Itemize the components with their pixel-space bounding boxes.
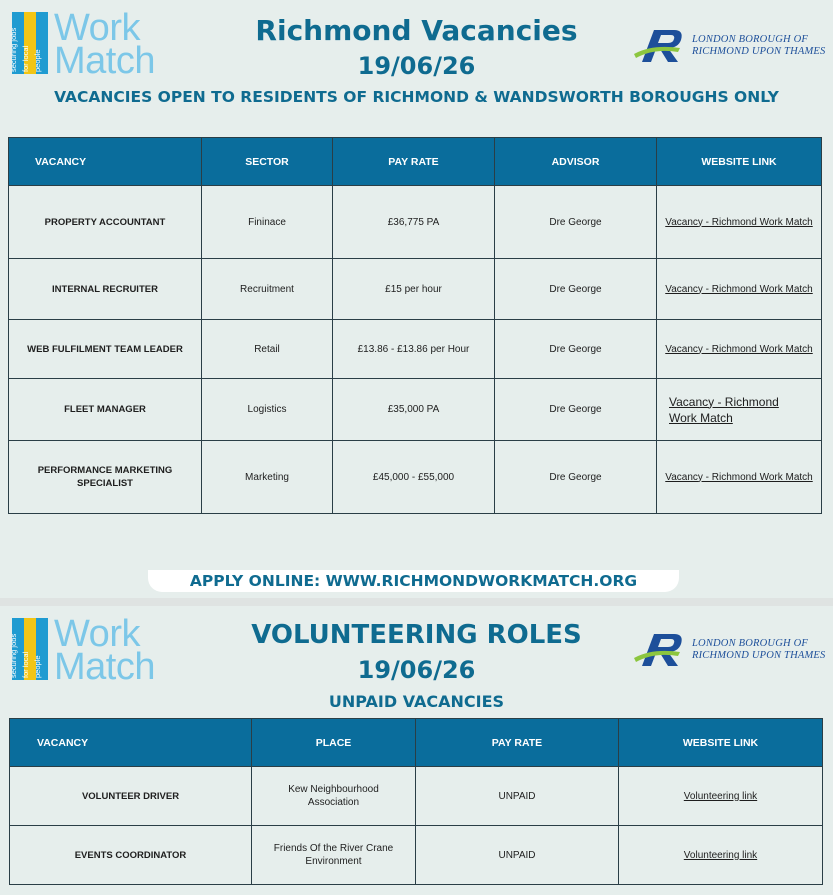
- volunteering-link[interactable]: Volunteering link: [683, 849, 758, 861]
- section-date: 19/06/26: [357, 656, 476, 684]
- sector-cell: Marketing: [202, 441, 333, 514]
- pay-rate-cell: £45,000 - £55,000: [333, 441, 495, 514]
- column-header-pay-rate: PAY RATE: [416, 719, 619, 767]
- column-header-website-link: WEBSITE LINK: [619, 719, 823, 767]
- section-subtitle: UNPAID VACANCIES: [328, 692, 505, 711]
- panel-divider: [0, 598, 833, 606]
- pay-rate-cell: £15 per hour: [333, 259, 495, 320]
- sector-cell: Recruitment: [202, 259, 333, 320]
- column-header-website-link: WEBSITE LINK: [657, 138, 822, 186]
- logo-bar-text: securing jobs: [9, 27, 18, 72]
- sector-cell: Fininace: [202, 186, 333, 259]
- logo-bar-text: for local: [21, 45, 30, 72]
- website-link-cell: [657, 320, 822, 379]
- website-link-cell: [657, 259, 822, 320]
- vacancy-link[interactable]: Vacancy - Richmond Work Match: [665, 283, 813, 295]
- vacancy-cell: VOLUNTEER DRIVER: [10, 767, 252, 826]
- apply-online-banner[interactable]: APPLY ONLINE: WWW.RICHMONDWORKMATCH.ORG: [148, 570, 679, 592]
- workmatch-word1: Work: [54, 613, 140, 655]
- advisor-cell: Dre George: [495, 186, 657, 259]
- logo-bar-text: for local: [21, 651, 30, 678]
- page-title: Richmond Vacancies: [255, 14, 578, 47]
- vacancy-link[interactable]: Vacancy - Richmond Work Match: [665, 471, 813, 483]
- table-row: [9, 441, 822, 514]
- advisor-cell: Dre George: [495, 320, 657, 379]
- volunteering-link[interactable]: Volunteering link: [683, 790, 758, 802]
- vacancy-cell: PROPERTY ACCOUNTANT: [9, 186, 202, 259]
- table-row: [9, 379, 822, 441]
- website-link-cell: [619, 826, 823, 885]
- column-header-vacancy: VACANCY: [10, 719, 252, 767]
- vacancy-cell: FLEET MANAGER: [9, 379, 202, 441]
- website-link-cell: [657, 186, 822, 259]
- volunteering-panel: [0, 606, 833, 895]
- advisor-cell: Dre George: [495, 441, 657, 514]
- column-header-place: PLACE: [252, 719, 416, 767]
- pay-rate-cell: UNPAID: [416, 767, 619, 826]
- vacancies-table: [8, 137, 822, 514]
- website-link-cell: [619, 767, 823, 826]
- borough-name: [692, 34, 826, 58]
- workmatch-word1: Work: [54, 7, 140, 49]
- vacancy-cell: EVENTS COORDINATOR: [10, 826, 252, 885]
- workmatch-word2: Match: [54, 646, 155, 688]
- pay-rate-cell: UNPAID: [416, 826, 619, 885]
- table-row: [9, 320, 822, 379]
- logo-bar-text: securing jobs: [9, 633, 18, 678]
- vacancy-link[interactable]: Vacancy - Richmond Work Match: [665, 343, 813, 355]
- borough-line1: LONDON BOROUGH OF: [692, 34, 808, 45]
- richmond-r-icon: [632, 630, 688, 670]
- table-row: [10, 767, 823, 826]
- place-cell: Kew Neighbourhood Association: [252, 767, 416, 826]
- borough-line1: LONDON BOROUGH OF: [692, 638, 808, 649]
- workmatch-word2: Match: [54, 40, 155, 82]
- website-link-cell: [657, 441, 822, 514]
- table-row: [9, 259, 822, 320]
- column-header-pay-rate: PAY RATE: [333, 138, 495, 186]
- column-header-sector: SECTOR: [202, 138, 333, 186]
- table-header-row: [9, 138, 822, 186]
- borough-logo: [632, 26, 826, 66]
- column-header-advisor: ADVISOR: [495, 138, 657, 186]
- logo-bar-text: people: [33, 655, 42, 678]
- volunteering-table: [9, 718, 823, 885]
- pay-rate-cell: £36,775 PA: [333, 186, 495, 259]
- advisor-cell: Dre George: [495, 259, 657, 320]
- vacancy-cell: PERFORMANCE MARKETING SPECIALIST: [9, 441, 202, 514]
- richmond-r-icon: [632, 26, 688, 66]
- borough-line2: RICHMOND UPON THAMES: [692, 650, 826, 661]
- sector-cell: Logistics: [202, 379, 333, 441]
- borough-line2: RICHMOND UPON THAMES: [692, 46, 826, 57]
- table-row: [9, 186, 822, 259]
- vacancy-link[interactable]: Vacancy - Richmond Work Match: [665, 216, 813, 228]
- borough-name: [692, 638, 826, 662]
- vacancy-cell: WEB FULFILMENT TEAM LEADER: [9, 320, 202, 379]
- logo-bar-text: people: [33, 49, 42, 72]
- vacancy-link[interactable]: Vacancy - Richmond Work Match: [669, 394, 779, 425]
- advisor-cell: Dre George: [495, 379, 657, 441]
- borough-logo: [632, 630, 826, 670]
- table-header-row: [10, 719, 823, 767]
- table-row: [10, 826, 823, 885]
- section-title: VOLUNTEERING ROLES: [251, 620, 582, 650]
- column-header-vacancy: VACANCY: [9, 138, 202, 186]
- page-subtitle: VACANCIES OPEN TO RESIDENTS OF RICHMOND & WANDSWORTH BOROUGHS ONLY: [54, 88, 779, 106]
- pay-rate-cell: £13.86 - £13.86 per Hour: [333, 320, 495, 379]
- website-link-cell: [657, 379, 822, 441]
- place-cell: Friends Of the River Crane Environment: [252, 826, 416, 885]
- vacancy-cell: INTERNAL RECRUITER: [9, 259, 202, 320]
- sector-cell: Retail: [202, 320, 333, 379]
- pay-rate-cell: £35,000 PA: [333, 379, 495, 441]
- page-date: 19/06/26: [357, 52, 476, 80]
